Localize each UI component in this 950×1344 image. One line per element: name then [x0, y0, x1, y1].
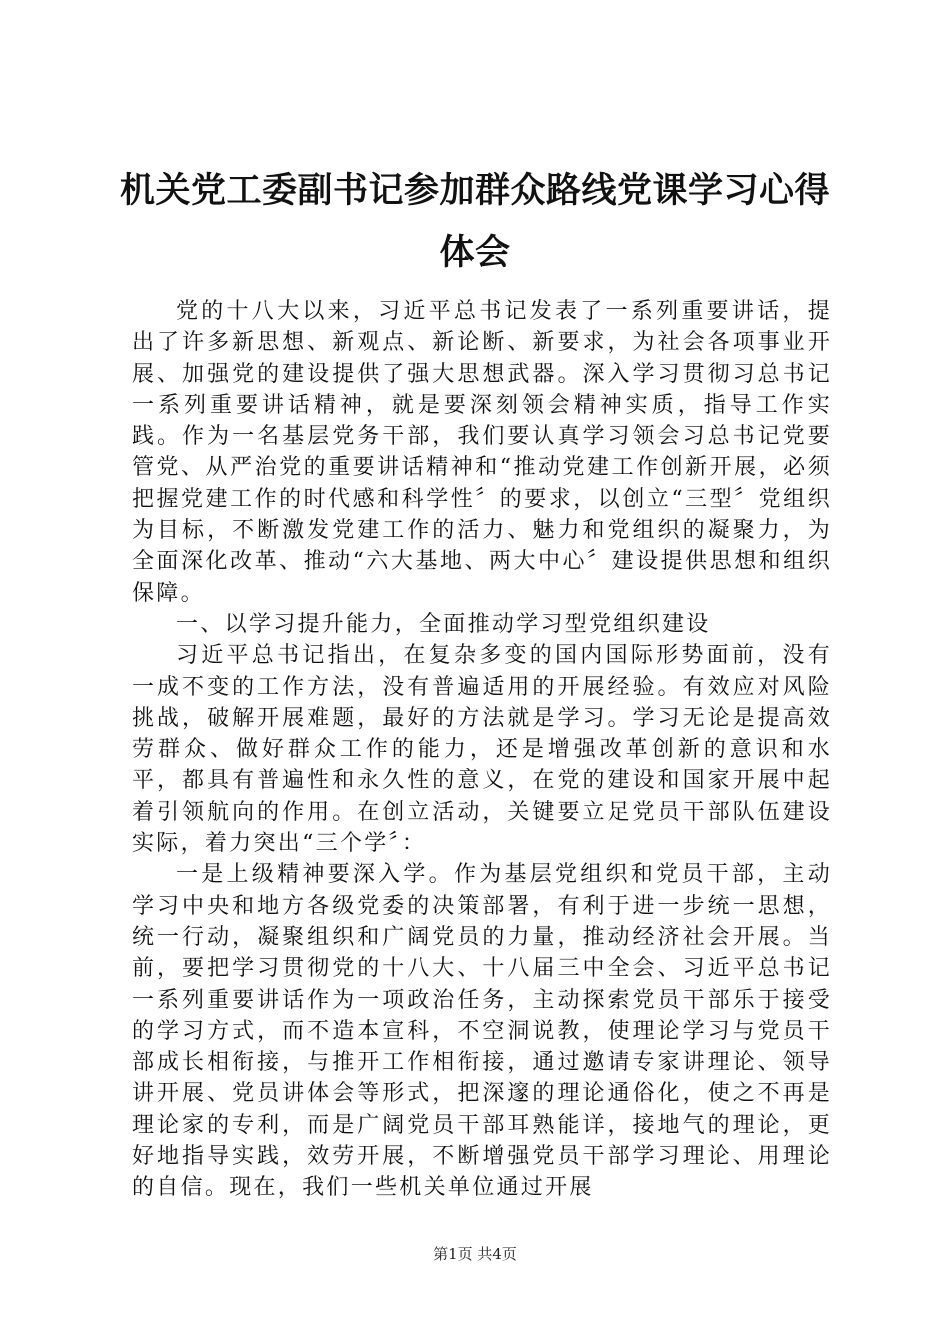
document-body	[132, 296, 832, 1204]
paragraph-point-one: 一是上级精神要深入学。作为基层党组织和党员干部，主动学习中央和地方各级党委的决策部署，有利于进一步统一思想，统一行动，凝聚组织和广阔党员的力量，推动经济社会开展。当前，要把学习贯彻党的十八大、十八届三中全会、习近平总书记一系列重要讲话作为一项政治任务，主动探索党员干部乐于接受的学习方式，而不造本宣科，不空洞说教，使理论学习与党员干部成长相衔接，与推开工作相衔接，通过邀请专家讲理论、领导讲开展、党员讲体会等形式，把深邃的理论通俗化，使之不再是理论家的专利，而是广阔党员干部耳熟能详，接地气的理论，更好地指导实践，效劳开展，不断增强党员干部学习理论、用理论的自信。现在，我们一些机关单位通过开展	[132, 862, 832, 1201]
page-footer: 第1页 共4页	[433, 1245, 517, 1263]
paragraph-intro: 党的十八大以来，习近平总书记发表了一系列重要讲话，提出了许多新思想、新观点、新论断、新要求，为社会各项事业开展、加强党的建设提供了强大思想武器。深入学习贯彻习总书记一系列重要讲话精神，就是要深刻领会精神实质，指导工作实践。作为一名基层党务干部，我们要认真学习领会习总书记党要管党、从严治党的重要讲话精神和“推动党建工作创新开展，必须把握党建工作的时代感和科学性〞的要求，以创立“三型〞党组织为目标，不断激发党建工作的活力、魅力和党组织的凝聚力，为全面深化改革、推动“六大基地、两大中心〞建设提供思想和组织保障。	[132, 299, 832, 606]
paragraph-learning: 习近平总书记指出，在复杂多变的国内国际形势面前，没有一成不变的工作方法，没有普遍适用的开展经验。有效应对风险挑战，破解开展难题，最好的方法就是学习。学习无论是提高效劳群众、做好群众工作的能力，还是增强改革创新的意识和水平，都具有普遍性和永久性的意义，在党的建设和国家开展中起着引领航向的作用。在创立活动，关键要立足党员干部队伍建设实际，着力突出“三个学〞：	[132, 643, 832, 857]
document-title: 机关党工委副书记参加群众路线党课学习心得体会	[119, 171, 830, 273]
section-heading-1: 一、以学习提升能力，全面推动学习型党组织建设	[176, 611, 711, 637]
